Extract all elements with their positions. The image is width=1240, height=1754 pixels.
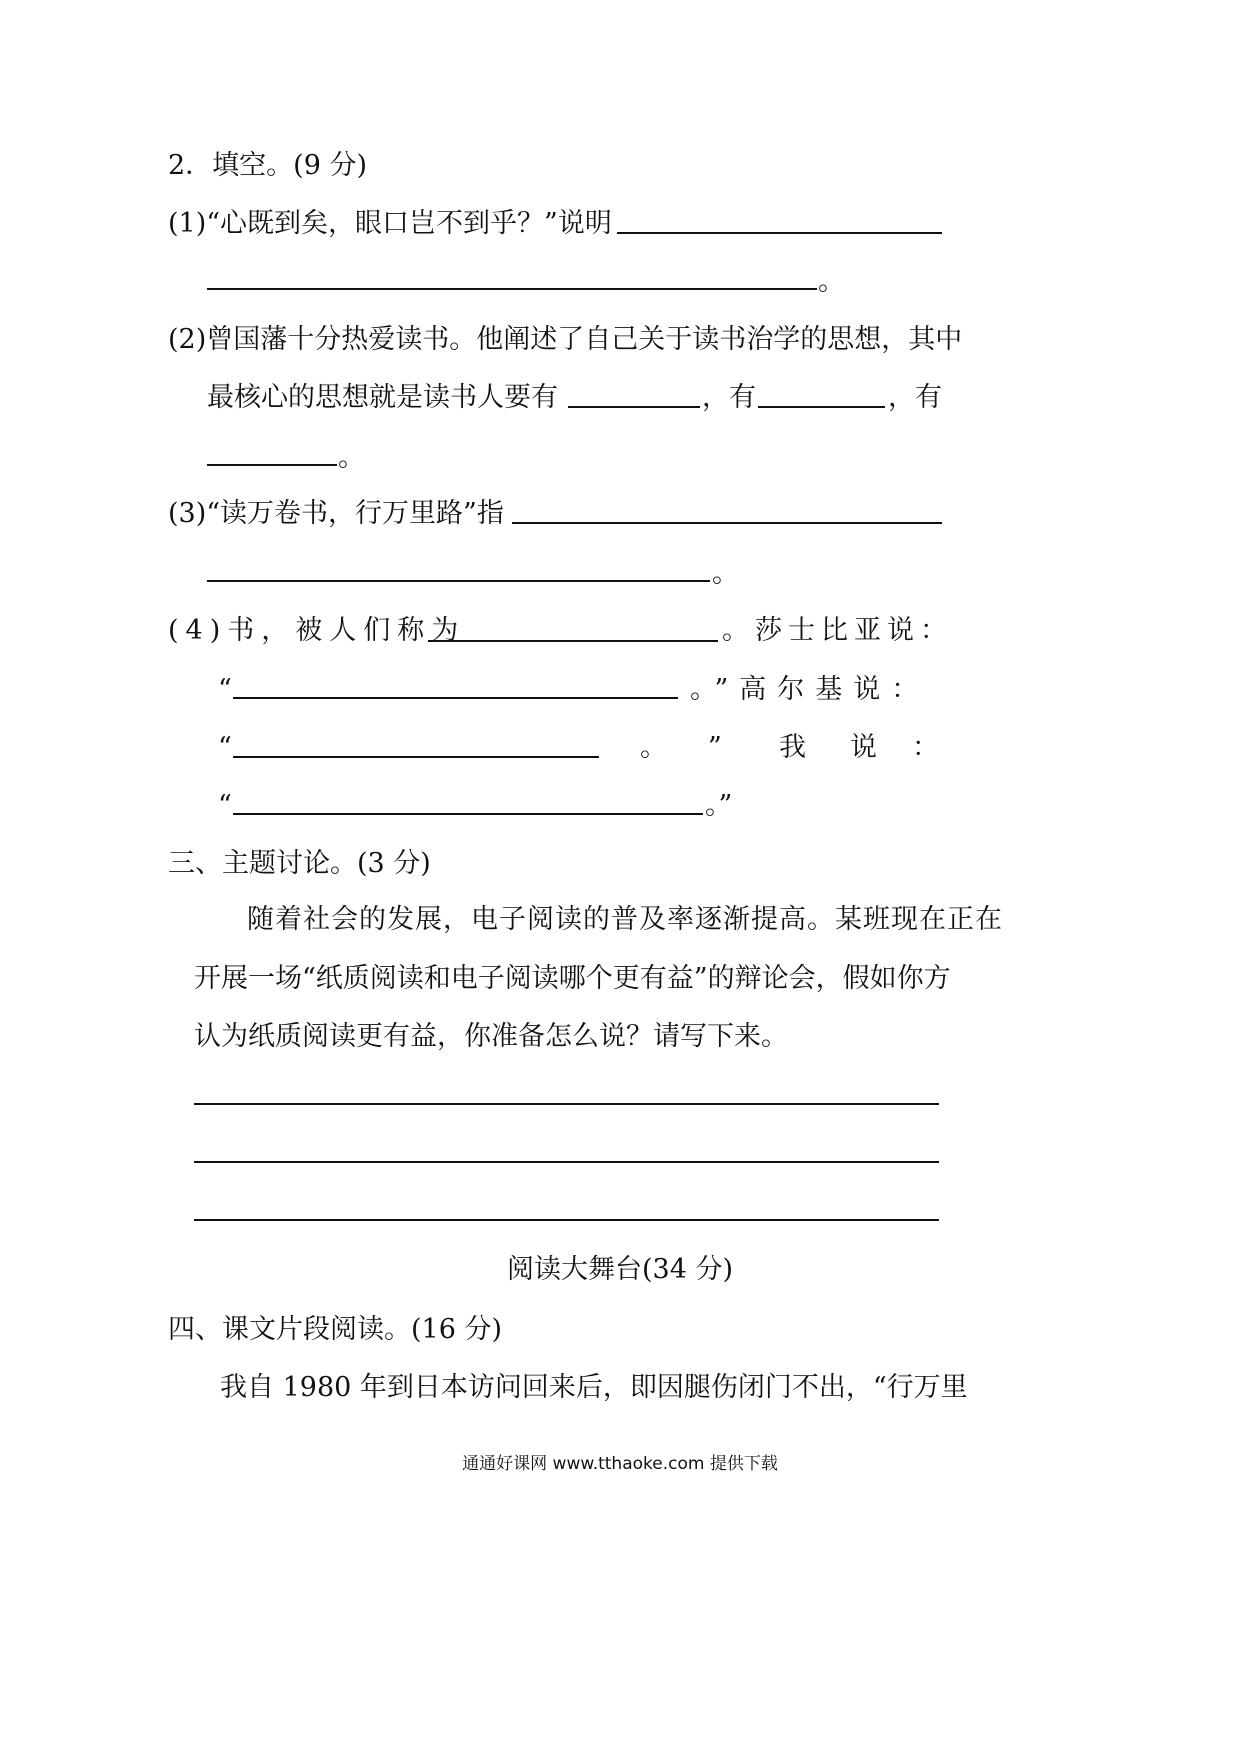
q2-item4-me-wo: 我: [779, 732, 806, 763]
q2-item4-shakespeare: 。莎士比亚说：: [722, 615, 953, 646]
q4-para-line1: 我自 1980 年到日本访问回来后，即因腿伤闭门不出，“行万里: [220, 1372, 968, 1403]
q3-answer-line-2[interactable]: [194, 1161, 939, 1163]
q2-item4-me-shuo: 说: [850, 732, 877, 763]
q3-para-line1: 随着社会的发展，电子阅读的普及率逐渐提高。某班现在正在: [247, 904, 1003, 935]
q2-item4-gorky: 。”高尔基说：: [690, 674, 930, 705]
q2-item2-blank-2[interactable]: [758, 406, 885, 408]
q2-item4-last-end: 。”: [705, 790, 733, 821]
q2-item4-quote-open-2: “: [218, 732, 232, 763]
q2-item2-line1: (2)曾国藩十分热爱读书。他阐述了自己关于读书治学的思想，其中: [168, 324, 963, 355]
q2-item4-blank-book[interactable]: [428, 640, 718, 642]
q2-item4-quote-open-3: “: [218, 790, 232, 821]
q3-answer-line-1[interactable]: [194, 1103, 939, 1105]
footer-source: 通通好课网 www.tthaoke.com 提供下载: [462, 1454, 778, 1474]
q2-heading: 2．填空。(9 分): [168, 150, 368, 181]
q2-item4-blank-shakespeare[interactable]: [233, 697, 678, 699]
q2-item2-end: 。: [338, 442, 365, 473]
q4-heading: 四、课文片段阅读。(16 分): [168, 1314, 503, 1345]
q2-item2-blank-3[interactable]: [207, 464, 337, 466]
q3-answer-line-3[interactable]: [194, 1219, 939, 1221]
q2-item4-blank-me[interactable]: [233, 813, 703, 815]
q2-item2-comma1: ，有: [702, 382, 756, 413]
q3-heading: 三、主题讨论。(3 分): [168, 848, 431, 879]
q2-item4-quote-open-1: “: [218, 674, 232, 705]
q2-item2-line2: 最核心的思想就是读书人要有: [207, 382, 558, 413]
q2-item4-prefix: (4)书，被人们称为: [168, 615, 466, 646]
q2-item3-blank-a[interactable]: [512, 522, 942, 524]
q2-item3-blank-b[interactable]: [207, 580, 710, 582]
q2-item2-blank-1[interactable]: [568, 406, 700, 408]
q2-item4-me-quote: ”: [708, 732, 722, 763]
q2-item1-blank-b[interactable]: [207, 288, 817, 290]
section-title: 阅读大舞台(34 分): [506, 1254, 733, 1285]
q3-para-line2: 开展一场“纸质阅读和电子阅读哪个更有益”的辩论会，假如你方: [194, 963, 951, 994]
q2-item4-blank-gorky[interactable]: [233, 756, 599, 758]
q2-item1-end: 。: [818, 266, 845, 297]
q2-item1-prefix: (1)“心既到矣，眼口岂不到乎？”说明: [168, 208, 612, 239]
q2-item3-end: 。: [712, 558, 739, 589]
q2-item2-comma2: ，有: [888, 382, 942, 413]
q2-item1-blank-a[interactable]: [617, 232, 942, 234]
q3-para-line3: 认为纸质阅读更有益，你准备怎么说？请写下来。: [194, 1021, 788, 1052]
q2-item4-me-colon: ：: [912, 732, 939, 763]
q2-item3-prefix: (3)“读万卷书，行万里路”指: [168, 498, 504, 529]
q2-item4-me-period: 。: [640, 732, 667, 763]
